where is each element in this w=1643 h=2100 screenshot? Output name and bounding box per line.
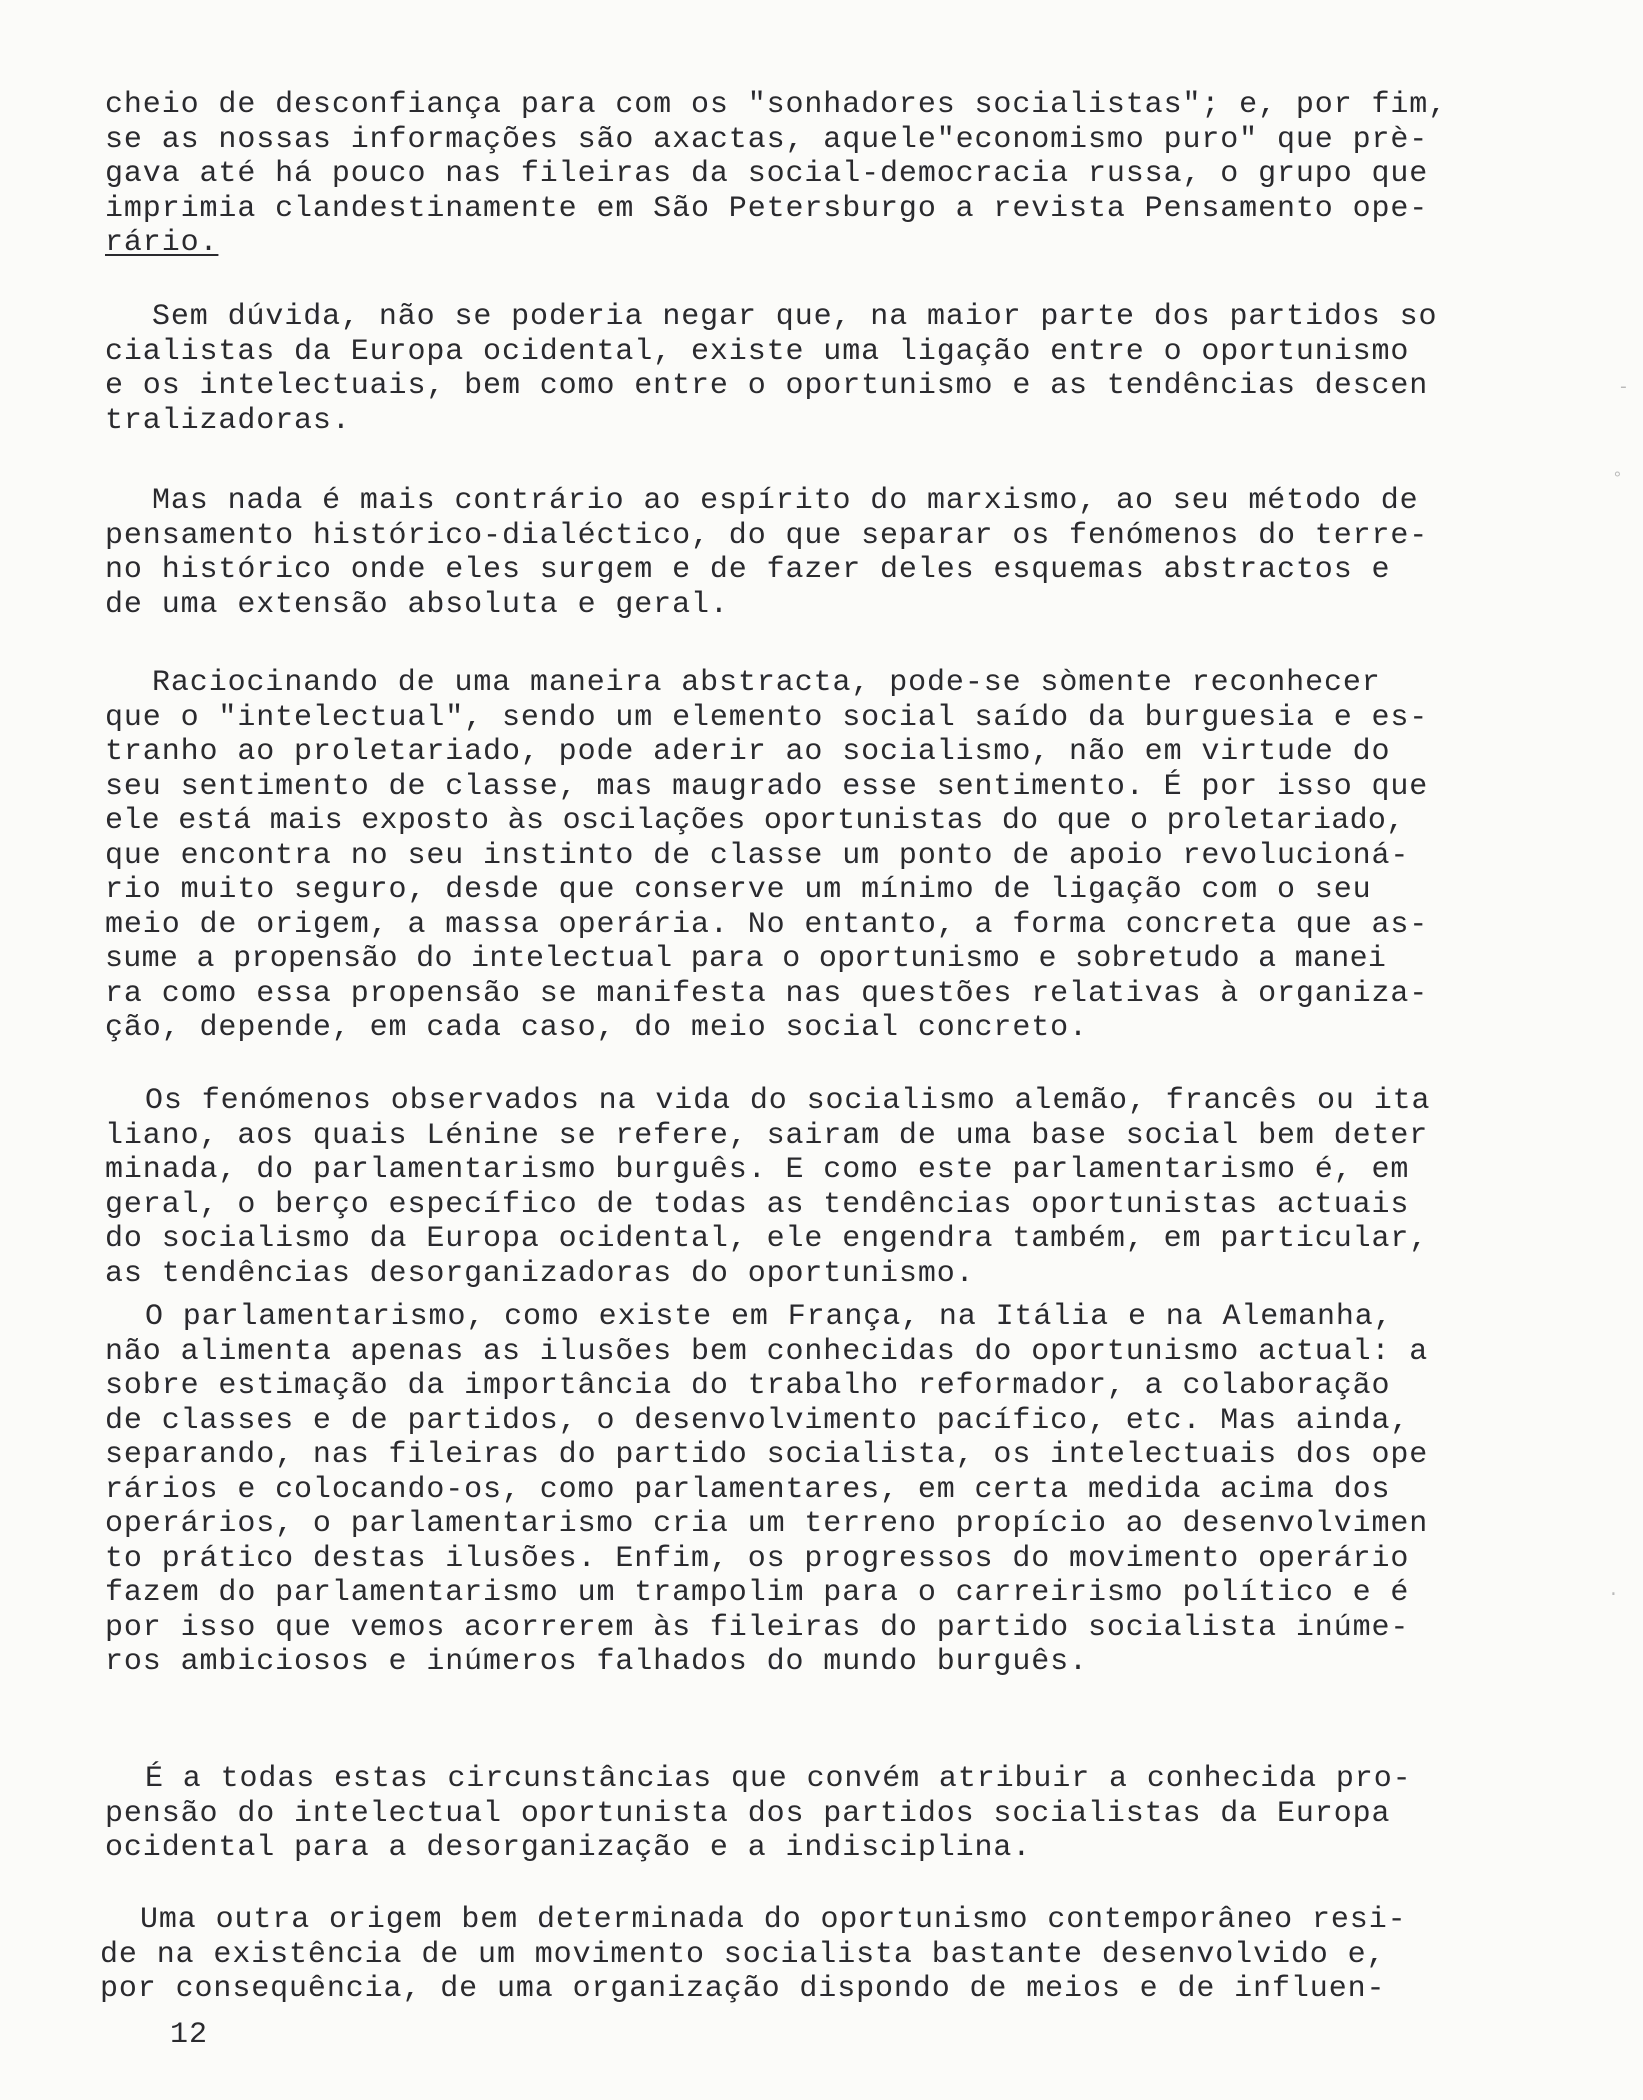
text-line: to prático destas ilusões. Enfim, os progressos do movimento operário <box>105 1541 1410 1576</box>
text-line: geral, o berço específico de todas as tendências oportunistas actuais <box>105 1187 1410 1222</box>
text-line: pensão do intelectual oportunista dos partidos socialistas da Europa <box>105 1796 1391 1831</box>
text-line: Os fenómenos observados na vida do socialismo alemão, francês ou ita <box>145 1084 1431 1118</box>
text-line: tralizadoras. <box>105 403 351 438</box>
paragraph-4 <box>105 666 1492 1046</box>
text-line: e os intelectuais, bem como entre o oportunismo e as tendências descen <box>105 369 1429 403</box>
scan-speck: - <box>1618 378 1629 398</box>
text-line: liano, aos quais Lénine se refere, sairam de uma base social bem deter <box>105 1118 1429 1153</box>
text-line: rário. <box>105 226 219 260</box>
scan-speck: · <box>1608 1585 1619 1605</box>
text-line: imprimia clandestinamente em São Petersburgo a revista Pensamento ope- <box>105 191 1429 226</box>
text-line: Sem dúvida, não se poderia negar que, na maior parte dos partidos so <box>152 300 1438 334</box>
text-line: se as nossas informações são axactas, aquele"economismo puro" que prè- <box>105 122 1429 157</box>
paragraph-8 <box>100 1903 1495 2007</box>
text-line: cheio de desconfiança para com os "sonhadores socialistas"; e, por fim, <box>105 88 1448 122</box>
text-line: pensamento histórico-dialéctico, do que separar os fenómenos do terre- <box>105 518 1429 553</box>
scan-speck: ° <box>1612 470 1623 490</box>
text-line: fazem do parlamentarismo um trampolim para o carreirismo político e é <box>105 1576 1410 1610</box>
text-line: no histórico onde eles surgem e de fazer deles esquemas abstractos e <box>105 553 1391 587</box>
text-line: ros ambiciosos e inúmeros falhados do mundo burguês. <box>105 1645 1088 1679</box>
text-line: Raciocinando de uma maneira abstracta, pode-se sòmente reconhecer <box>152 666 1381 700</box>
text-line: É a todas estas circunstâncias que convém atribuir a conhecida pro- <box>145 1762 1412 1796</box>
text-line: as tendências desorganizadoras do oportunismo. <box>105 1256 975 1291</box>
text-line: Mas nada é mais contrário ao espírito do marxismo, ao seu método de <box>152 484 1419 518</box>
text-line: O parlamentarismo, como existe em França, na Itália e na Alemanha, <box>145 1300 1393 1334</box>
text-line: seu sentimento de classe, mas maugrado esse sentimento. É por isso que <box>105 769 1429 804</box>
text-line: de classes e de partidos, o desenvolvimento pacífico, etc. Mas ainda, <box>105 1403 1410 1438</box>
paragraph-1 <box>105 88 1495 261</box>
text-line: que encontra no seu instinto de classe um ponto de apoio revolucioná- <box>105 838 1410 873</box>
page-number: 12 <box>170 2018 209 2052</box>
paragraph-3 <box>105 484 1492 622</box>
text-line: ele está mais exposto às oscilações oportunistas do que o proletariado, <box>105 804 1405 838</box>
text-line: por isso que vemos acorrerem às fileiras do partido socialista inúme- <box>105 1610 1410 1645</box>
text-line: gava até há pouco nas fileiras da social-democracia russa, o grupo que <box>105 157 1429 191</box>
paragraph-5 <box>105 1084 1495 1291</box>
text-line: operários, o parlamentarismo cria um terreno propício ao desenvolvimen <box>105 1507 1429 1541</box>
text-line: do socialismo da Europa ocidental, ele engendra também, em particular, <box>105 1222 1429 1256</box>
text-line: de na existência de um movimento socialista bastante desenvolvido e, <box>100 1937 1386 1972</box>
paragraph-6 <box>105 1300 1495 1680</box>
text-line: ra como essa propensão se manifesta nas questões relativas à organiza- <box>105 976 1429 1011</box>
text-line: ção, depende, em cada caso, do meio social concreto. <box>105 1011 1088 1045</box>
text-line: separando, nas fileiras do partido socialista, os intelectuais dos ope <box>105 1438 1429 1472</box>
text-line: meio de origem, a massa operária. No entanto, a forma concreta que as- <box>105 907 1429 942</box>
text-line: tranho ao proletariado, pode aderir ao socialismo, não em virtude do <box>105 735 1391 769</box>
text-line: rários e colocando-os, como parlamentares, em certa medida acima dos <box>105 1472 1391 1507</box>
text-line: que o "intelectual", sendo um elemento social saído da burguesia e es- <box>105 700 1429 735</box>
text-line: ocidental para a desorganização e a indisciplina. <box>105 1831 1032 1865</box>
text-line: por consequência, de uma organização dispondo de meios e de influen- <box>100 1972 1386 2006</box>
text-line: não alimenta apenas as ilusões bem conhecidas do oportunismo actual: a <box>105 1334 1429 1369</box>
text-line: de uma extensão absoluta e geral. <box>105 587 729 622</box>
text-line: rio muito seguro, desde que conserve um mínimo de ligação com o seu <box>105 873 1372 907</box>
text-line: sume a propensão do intelectual para o oportunismo e sobretudo a manei <box>105 942 1387 976</box>
paragraph-7 <box>105 1762 1495 1866</box>
paragraph-2 <box>105 300 1492 438</box>
text-line: minada, do parlamentarismo burguês. E como este parlamentarismo é, em <box>105 1153 1410 1187</box>
text-line: Uma outra origem bem determinada do oportunismo contemporâneo resi- <box>140 1903 1407 1937</box>
text-line: cialistas da Europa ocidental, existe uma ligação entre o oportunismo <box>105 334 1410 369</box>
text-line: sobre estimação da importância do trabalho reformador, a colaboração <box>105 1369 1391 1403</box>
